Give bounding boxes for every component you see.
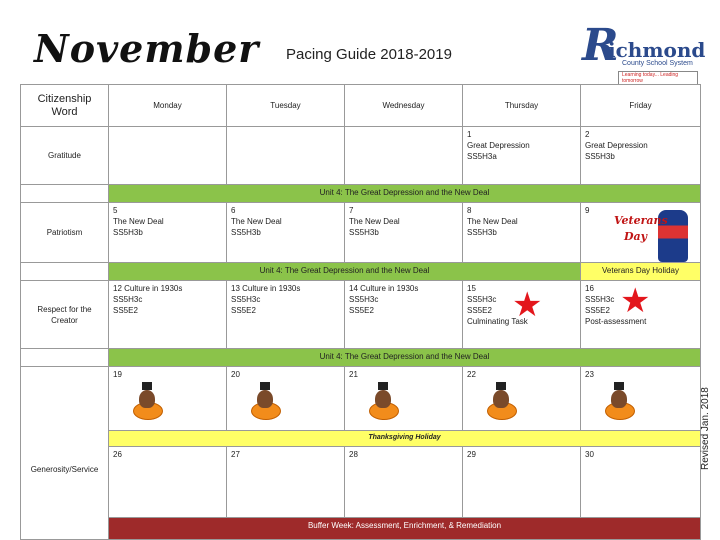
day-number: 20 (231, 370, 240, 380)
day-standard: SS5H3b (349, 228, 379, 238)
day-standard: SS5H3b (231, 228, 261, 238)
school-system-logo (578, 20, 706, 84)
day-number: 21 (349, 370, 358, 380)
day-number: 9 (585, 206, 590, 216)
day-cell (581, 127, 701, 185)
day-cell (345, 446, 463, 518)
day-cell (109, 127, 227, 185)
col-header-wednesday: Wednesday (345, 85, 463, 127)
day-number: 28 (349, 449, 358, 459)
day-number: 2 (585, 130, 590, 140)
day-standard: SS5H3b (467, 228, 497, 238)
citizenship-word: Gratitude (21, 127, 109, 185)
turkey-icon (131, 382, 163, 420)
day-cell (463, 127, 581, 185)
spacer (21, 348, 109, 366)
day-number: 19 (113, 370, 122, 380)
week-row-5 (21, 446, 701, 518)
day-standard: SS5E2 (349, 306, 374, 316)
day-number: 27 (231, 449, 240, 459)
veterans-day-label: Veterans Day Holiday (581, 262, 701, 280)
pacing-guide-title: Pacing Guide 2018-2019 (286, 46, 452, 63)
col-header-word: Citizenship Word (21, 85, 109, 127)
day-topic: Great Depression (467, 141, 530, 151)
day-cell (345, 367, 463, 431)
holiday-row (21, 431, 701, 446)
day-number: 22 (467, 370, 476, 380)
day-number: 29 (467, 449, 476, 459)
day-topic: 12 Culture in 1930s (113, 284, 183, 294)
day-standard: SS5H3c (113, 295, 143, 305)
veterans-day-subtitle: Day (624, 230, 648, 243)
day-number: 15 (467, 284, 476, 294)
citizenship-word: Patriotism (21, 203, 109, 263)
day-standard: SS5E2 (467, 306, 492, 316)
day-number: 8 (467, 206, 472, 216)
day-number: 26 (113, 449, 122, 459)
veterans-day-icon (608, 208, 696, 266)
buffer-week-banner: Buffer Week: Assessment, Enrichment, & Remediation (109, 518, 701, 540)
col-header-monday: Monday (109, 85, 227, 127)
day-topic: Post-assessment (585, 317, 647, 327)
day-cell (109, 203, 227, 263)
week-row-3 (21, 281, 701, 349)
day-standard: SS5H3c (349, 295, 379, 305)
day-cell (227, 367, 345, 431)
day-number: 6 (231, 206, 236, 216)
day-number: 23 (585, 370, 594, 380)
buffer-row (21, 518, 701, 540)
day-cell (109, 281, 227, 349)
logo-subtitle: County School System (622, 60, 693, 67)
day-cell (345, 203, 463, 263)
week-row-4 (21, 367, 701, 431)
turkey-icon (485, 382, 517, 420)
day-standard: SS5H3b (113, 228, 143, 238)
day-topic: The New Deal (349, 217, 400, 227)
day-topic: The New Deal (467, 217, 518, 227)
unit-banner-row (21, 184, 701, 202)
logo-name: ichmond (608, 38, 706, 62)
day-number: 1 (467, 130, 472, 140)
day-topic: The New Deal (113, 217, 164, 227)
unit-banner: Unit 4: The Great Depression and the New Deal (109, 348, 701, 366)
day-number: 16 (585, 284, 594, 294)
citizenship-word: Respect for the Creator (21, 281, 109, 349)
star-icon: ★ (512, 286, 543, 324)
day-cell (345, 281, 463, 349)
day-cell (345, 127, 463, 185)
day-cell (463, 446, 581, 518)
turkey-icon (603, 382, 635, 420)
day-cell (227, 446, 345, 518)
turkey-icon (367, 382, 399, 420)
spacer (21, 184, 109, 202)
star-icon: ★ (620, 282, 651, 320)
day-topic: Culminating Task (467, 317, 528, 327)
day-cell (109, 367, 227, 431)
day-topic: The New Deal (231, 217, 282, 227)
day-standard: SS5H3c (231, 295, 261, 305)
unit-banner-row (21, 262, 701, 280)
day-cell (581, 367, 701, 431)
day-standard: SS5E2 (231, 306, 256, 316)
logo-tagline: Learning today... Leading tomorrow (618, 71, 698, 85)
veterans-day-title: Veterans (614, 214, 668, 227)
col-header-tuesday: Tuesday (227, 85, 345, 127)
day-cell (463, 203, 581, 263)
week-row-2 (21, 203, 701, 263)
month-title: November (34, 26, 260, 71)
header-row (21, 85, 701, 127)
pacing-calendar (20, 84, 701, 540)
day-number: 7 (349, 206, 354, 216)
day-cell (109, 446, 227, 518)
day-standard: SS5E2 (113, 306, 138, 316)
spacer (21, 262, 109, 280)
day-cell (227, 127, 345, 185)
day-number: 5 (113, 206, 118, 216)
unit-banner-row (21, 348, 701, 366)
day-standard: SS5H3b (585, 152, 615, 162)
citizenship-word: Generosity/Service (21, 367, 109, 540)
day-cell (227, 281, 345, 349)
logo-letter: R (582, 20, 619, 71)
col-header-thursday: Thursday (463, 85, 581, 127)
day-number: 30 (585, 449, 594, 459)
day-cell (227, 203, 345, 263)
day-standard: SS5E2 (585, 306, 610, 316)
revised-note: Revised Jan. 2018 (700, 387, 711, 470)
day-standard: SS5H3a (467, 152, 497, 162)
thanksgiving-label: Thanksgiving Holiday (109, 431, 701, 446)
day-topic: 14 Culture in 1930s (349, 284, 419, 294)
unit-banner: Unit 4: The Great Depression and the New Deal (109, 262, 581, 280)
col-header-friday: Friday (581, 85, 701, 127)
unit-banner: Unit 4: The Great Depression and the New Deal (109, 184, 701, 202)
day-cell (581, 446, 701, 518)
day-topic: Great Depression (585, 141, 648, 151)
turkey-icon (249, 382, 281, 420)
week-row-1 (21, 127, 701, 185)
day-standard: SS5H3c (585, 295, 615, 305)
day-topic: 13 Culture in 1930s (231, 284, 301, 294)
day-standard: SS5H3c (467, 295, 497, 305)
day-cell (463, 367, 581, 431)
